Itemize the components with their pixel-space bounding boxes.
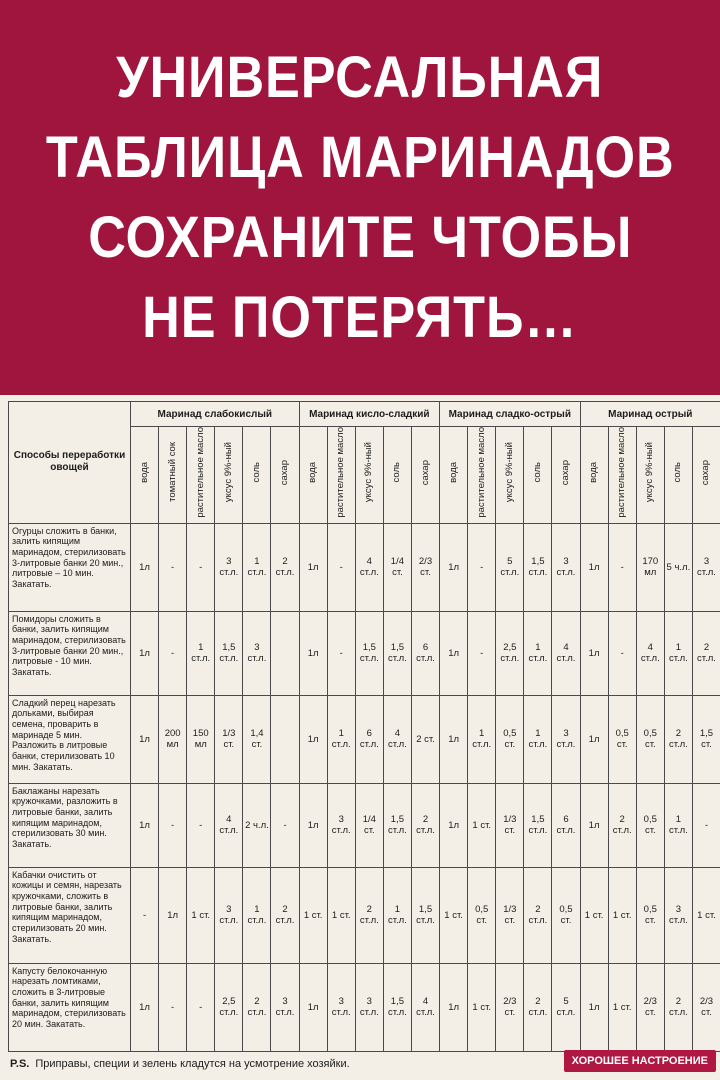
amount-cell: - (187, 523, 215, 611)
amount-cell: 1,5 ст.л. (383, 783, 411, 867)
amount-cell: 3 ст.л. (215, 867, 243, 963)
amount-cell (271, 611, 299, 695)
amount-cell: 1 ст.л. (243, 867, 271, 963)
amount-cell: 2 ст.л. (692, 611, 720, 695)
amount-cell: 3 ст.л. (271, 963, 299, 1051)
vegetable-method: Кабачки очистить от кожицы и семян, нарезать кружочками, сложить в литровые банки, залить кипящим маринадом, стерилизовать 20 мин. Закатать. (9, 867, 131, 963)
amount-cell: 2 ст.л. (411, 783, 439, 867)
table-row (9, 695, 720, 783)
ingredient-label: растительное масло (335, 427, 347, 518)
ingredient-header (187, 427, 215, 524)
amount-cell: 0,5 ст. (636, 867, 664, 963)
amount-cell: 4 ст.л. (552, 611, 580, 695)
amount-cell: 2 ст.л. (271, 523, 299, 611)
marinade-group-header: Маринад слабокислый (131, 402, 300, 427)
marinade-table (8, 401, 720, 1052)
amount-cell: 2,5 ст.л. (496, 611, 524, 695)
amount-cell: 3 ст.л. (215, 523, 243, 611)
title-banner (0, 0, 720, 395)
amount-cell: 5 ст.л. (496, 523, 524, 611)
amount-cell: 2 ст. (411, 695, 439, 783)
amount-cell: 2,5 ст.л. (215, 963, 243, 1051)
ingredient-header (580, 427, 608, 524)
ingredient-label: соль (250, 462, 262, 483)
ingredient-label: вода (138, 461, 150, 483)
ingredient-label: вода (447, 461, 459, 483)
title-line: СОХРАНИТЕ ЧТОБЫ (87, 204, 633, 270)
amount-cell: 1 ст.л. (468, 695, 496, 783)
amount-cell: - (131, 867, 159, 963)
amount-cell: 1 ст.л. (243, 523, 271, 611)
amount-cell: - (159, 783, 187, 867)
amount-cell: 3 ст.л. (552, 695, 580, 783)
amount-cell: - (159, 523, 187, 611)
amount-cell: 1 ст. (468, 963, 496, 1051)
amount-cell: 1 ст. (608, 867, 636, 963)
amount-cell: - (468, 523, 496, 611)
ingredient-label: уксус 9%-ный (222, 442, 234, 503)
amount-cell: 4 ст.л. (411, 963, 439, 1051)
marinade-group-header: Маринад сладко-острый (440, 402, 580, 427)
amount-cell: 0,5 ст. (636, 695, 664, 783)
amount-cell: 1л (440, 963, 468, 1051)
ingredient-header (383, 427, 411, 524)
amount-cell: 1/4 ст. (383, 523, 411, 611)
amount-cell: 2 ч.л. (243, 783, 271, 867)
amount-cell: 1,5 ст.л. (383, 963, 411, 1051)
amount-cell: 2 ст.л. (608, 783, 636, 867)
amount-cell: 2 ст.л. (355, 867, 383, 963)
amount-cell: 200 мл (159, 695, 187, 783)
amount-cell: 6 ст.л. (552, 783, 580, 867)
amount-cell: 1л (440, 523, 468, 611)
ingredient-label: сахар (279, 459, 291, 485)
amount-cell: 0,5 ст. (468, 867, 496, 963)
ingredient-label: сахар (700, 459, 712, 485)
amount-cell: 5 ч.л. (664, 523, 692, 611)
ingredient-label: уксус 9%-ный (363, 442, 375, 503)
ps-text: Приправы, специи и зелень кладутся на усмотрение хозяйки. (35, 1058, 350, 1070)
ingredient-header (271, 427, 299, 524)
amount-cell: 2 ст.л. (524, 963, 552, 1051)
amount-cell: 1,5 ст.л. (524, 783, 552, 867)
amount-cell: 1 ст. (608, 963, 636, 1051)
amount-cell: 1 ст.л. (524, 611, 552, 695)
amount-cell: 1л (580, 783, 608, 867)
amount-cell: 2 ст.л. (664, 695, 692, 783)
ingredient-header (496, 427, 524, 524)
ps-label: P.S. (10, 1058, 30, 1070)
ingredient-label: растительное масло (475, 427, 487, 518)
marinade-group-header: Маринад кисло-сладкий (299, 402, 439, 427)
amount-cell: - (327, 523, 355, 611)
amount-cell: 1 ст. (440, 867, 468, 963)
amount-cell: 1л (299, 695, 327, 783)
amount-cell: 2 ст.л. (664, 963, 692, 1051)
ingredient-label: соль (531, 462, 543, 483)
amount-cell: 0,5 ст. (552, 867, 580, 963)
amount-cell: - (271, 783, 299, 867)
amount-cell: 1,5 ст. (692, 695, 720, 783)
amount-cell: 2/3 ст. (692, 963, 720, 1051)
amount-cell: 1 ст.л. (524, 695, 552, 783)
amount-cell: 1л (580, 611, 608, 695)
amount-cell: - (159, 611, 187, 695)
ingredient-label: сахар (419, 459, 431, 485)
amount-cell: 1 ст.л. (383, 867, 411, 963)
vegetable-method: Капусту белокочанную нарезать ломтиками, сложить в 3-литровые банки, залить кипящим маринадом, стерилизовать 20 мин. Закатать. (9, 963, 131, 1051)
title-line: ТАБЛИЦА МАРИНАДОВ (45, 124, 675, 190)
amount-cell: - (608, 611, 636, 695)
ingredient-label: растительное масло (194, 427, 206, 518)
title-line: УНИВЕРСАЛЬНАЯ (116, 44, 604, 110)
amount-cell: - (327, 611, 355, 695)
amount-cell: 1 ст.л. (187, 611, 215, 695)
amount-cell: 1/4 ст. (355, 783, 383, 867)
amount-cell: 1л (131, 523, 159, 611)
amount-cell: 3 ст.л. (327, 963, 355, 1051)
amount-cell: 4 ст.л. (355, 523, 383, 611)
ingredient-header (692, 427, 720, 524)
amount-cell: - (692, 783, 720, 867)
amount-cell: 1,5 ст.л. (411, 867, 439, 963)
amount-cell: 1/3 ст. (496, 783, 524, 867)
amount-cell: - (468, 611, 496, 695)
amount-cell: 4 ст.л. (383, 695, 411, 783)
ingredient-header (131, 427, 159, 524)
amount-cell: 1 ст.л. (664, 783, 692, 867)
title-line: НЕ ПОТЕРЯТЬ… (142, 284, 578, 350)
amount-cell: 1 ст.л. (327, 695, 355, 783)
amount-cell: 1л (131, 783, 159, 867)
ingredient-label: соль (391, 462, 403, 483)
amount-cell: 1л (299, 523, 327, 611)
ingredient-label: томатный сок (166, 442, 178, 503)
amount-cell: 1 ст.л. (664, 611, 692, 695)
amount-cell: 150 мл (187, 695, 215, 783)
table-row (9, 611, 720, 695)
amount-cell: 1/3 ст. (215, 695, 243, 783)
footer-note (10, 1058, 350, 1070)
amount-cell: 3 ст.л. (552, 523, 580, 611)
ingredient-header (355, 427, 383, 524)
table-row (9, 867, 720, 963)
ingredient-header (215, 427, 243, 524)
amount-cell: 1/3 ст. (496, 867, 524, 963)
amount-cell: 5 ст.л. (552, 963, 580, 1051)
amount-cell: 3 ст.л. (243, 611, 271, 695)
ingredient-label: растительное масло (616, 427, 628, 518)
amount-cell: 2 ст.л. (243, 963, 271, 1051)
amount-cell: 170 мл (636, 523, 664, 611)
amount-cell: 1л (299, 783, 327, 867)
amount-cell: 2/3 ст. (636, 963, 664, 1051)
amount-cell: 4 ст.л. (636, 611, 664, 695)
amount-cell: 3 ст.л. (327, 783, 355, 867)
amount-cell: 1л (131, 611, 159, 695)
ingredient-header (664, 427, 692, 524)
ingredient-header (552, 427, 580, 524)
amount-cell: - (187, 963, 215, 1051)
amount-cell: 3 ст.л. (355, 963, 383, 1051)
ingredient-header (243, 427, 271, 524)
amount-cell: 1 ст. (327, 867, 355, 963)
ingredient-label: уксус 9%-ный (644, 442, 656, 503)
amount-cell: 4 ст.л. (215, 783, 243, 867)
amount-cell: 6 ст.л. (355, 695, 383, 783)
ingredient-header (411, 427, 439, 524)
table-row (9, 523, 720, 611)
corner-header: Способы переработки овощей (9, 402, 131, 524)
amount-cell: 1 ст. (299, 867, 327, 963)
amount-cell: 1,4 ст. (243, 695, 271, 783)
ingredient-header (636, 427, 664, 524)
amount-cell: 3 ст.л. (664, 867, 692, 963)
amount-cell: 1,5 ст.л. (383, 611, 411, 695)
amount-cell: 1,5 ст.л. (524, 523, 552, 611)
table-row (9, 783, 720, 867)
ingredient-header (159, 427, 187, 524)
amount-cell: 1 ст. (580, 867, 608, 963)
amount-cell: 1л (299, 611, 327, 695)
ingredient-label: соль (672, 462, 684, 483)
ingredient-header (524, 427, 552, 524)
ingredient-label: уксус 9%-ный (503, 442, 515, 503)
ingredient-header (440, 427, 468, 524)
marinade-sheet (0, 395, 720, 1080)
vegetable-method: Помидоры сложить в банки, залить кипящим маринадом, стерилизовать 3-литровые банки 20 мин., литровые - 10 мин. Закатать. (9, 611, 131, 695)
ingredient-header (327, 427, 355, 524)
brand-badge: ХОРОШЕЕ НАСТРОЕНИЕ (564, 1050, 716, 1072)
ingredient-header (608, 427, 636, 524)
amount-cell: 1л (159, 867, 187, 963)
amount-cell: 1л (440, 611, 468, 695)
amount-cell: 3 ст.л. (692, 523, 720, 611)
amount-cell: 2 ст.л. (271, 867, 299, 963)
marinade-group-header: Маринад острый (580, 402, 720, 427)
amount-cell: 1 ст. (187, 867, 215, 963)
amount-cell: 1л (580, 523, 608, 611)
amount-cell: 1л (299, 963, 327, 1051)
amount-cell: 0,5 ст. (496, 695, 524, 783)
amount-cell: 2/3 ст. (496, 963, 524, 1051)
ingredient-label: вода (307, 461, 319, 483)
amount-cell: - (187, 783, 215, 867)
amount-cell: 0,5 ст. (636, 783, 664, 867)
amount-cell: 1л (580, 963, 608, 1051)
vegetable-method: Огурцы сложить в банки, залить кипящим маринадом, стерилизовать 3-литровые банки 20 мин., литровые – 10 мин. Закатать. (9, 523, 131, 611)
ingredient-label: вода (588, 461, 600, 483)
vegetable-method: Сладкий перец нарезать дольками, выбирая семена, проварить в маринаде 5 мин. Разложить в литровые банки, стерилизовать 10 мин. Закатать. (9, 695, 131, 783)
ingredient-header (299, 427, 327, 524)
vegetable-method: Баклажаны нарезать кружочками, разложить в литровые банки, залить кипящим маринадом, стерилизовать 30 мин. Закатать. (9, 783, 131, 867)
amount-cell: 2/3 ст. (411, 523, 439, 611)
amount-cell: 0,5 ст. (608, 695, 636, 783)
amount-cell: 1л (131, 963, 159, 1051)
table-row (9, 963, 720, 1051)
amount-cell: 1 ст. (692, 867, 720, 963)
amount-cell: 2 ст.л. (524, 867, 552, 963)
amount-cell: 1,5 ст.л. (355, 611, 383, 695)
amount-cell: 1л (440, 695, 468, 783)
amount-cell: 1л (580, 695, 608, 783)
amount-cell: 6 ст.л. (411, 611, 439, 695)
amount-cell: - (608, 523, 636, 611)
amount-cell: - (159, 963, 187, 1051)
amount-cell: 1 ст. (468, 783, 496, 867)
amount-cell: 1,5 ст.л. (215, 611, 243, 695)
amount-cell: 1л (131, 695, 159, 783)
amount-cell: 1л (440, 783, 468, 867)
ingredient-label: сахар (559, 459, 571, 485)
ingredient-header (468, 427, 496, 524)
amount-cell (271, 695, 299, 783)
